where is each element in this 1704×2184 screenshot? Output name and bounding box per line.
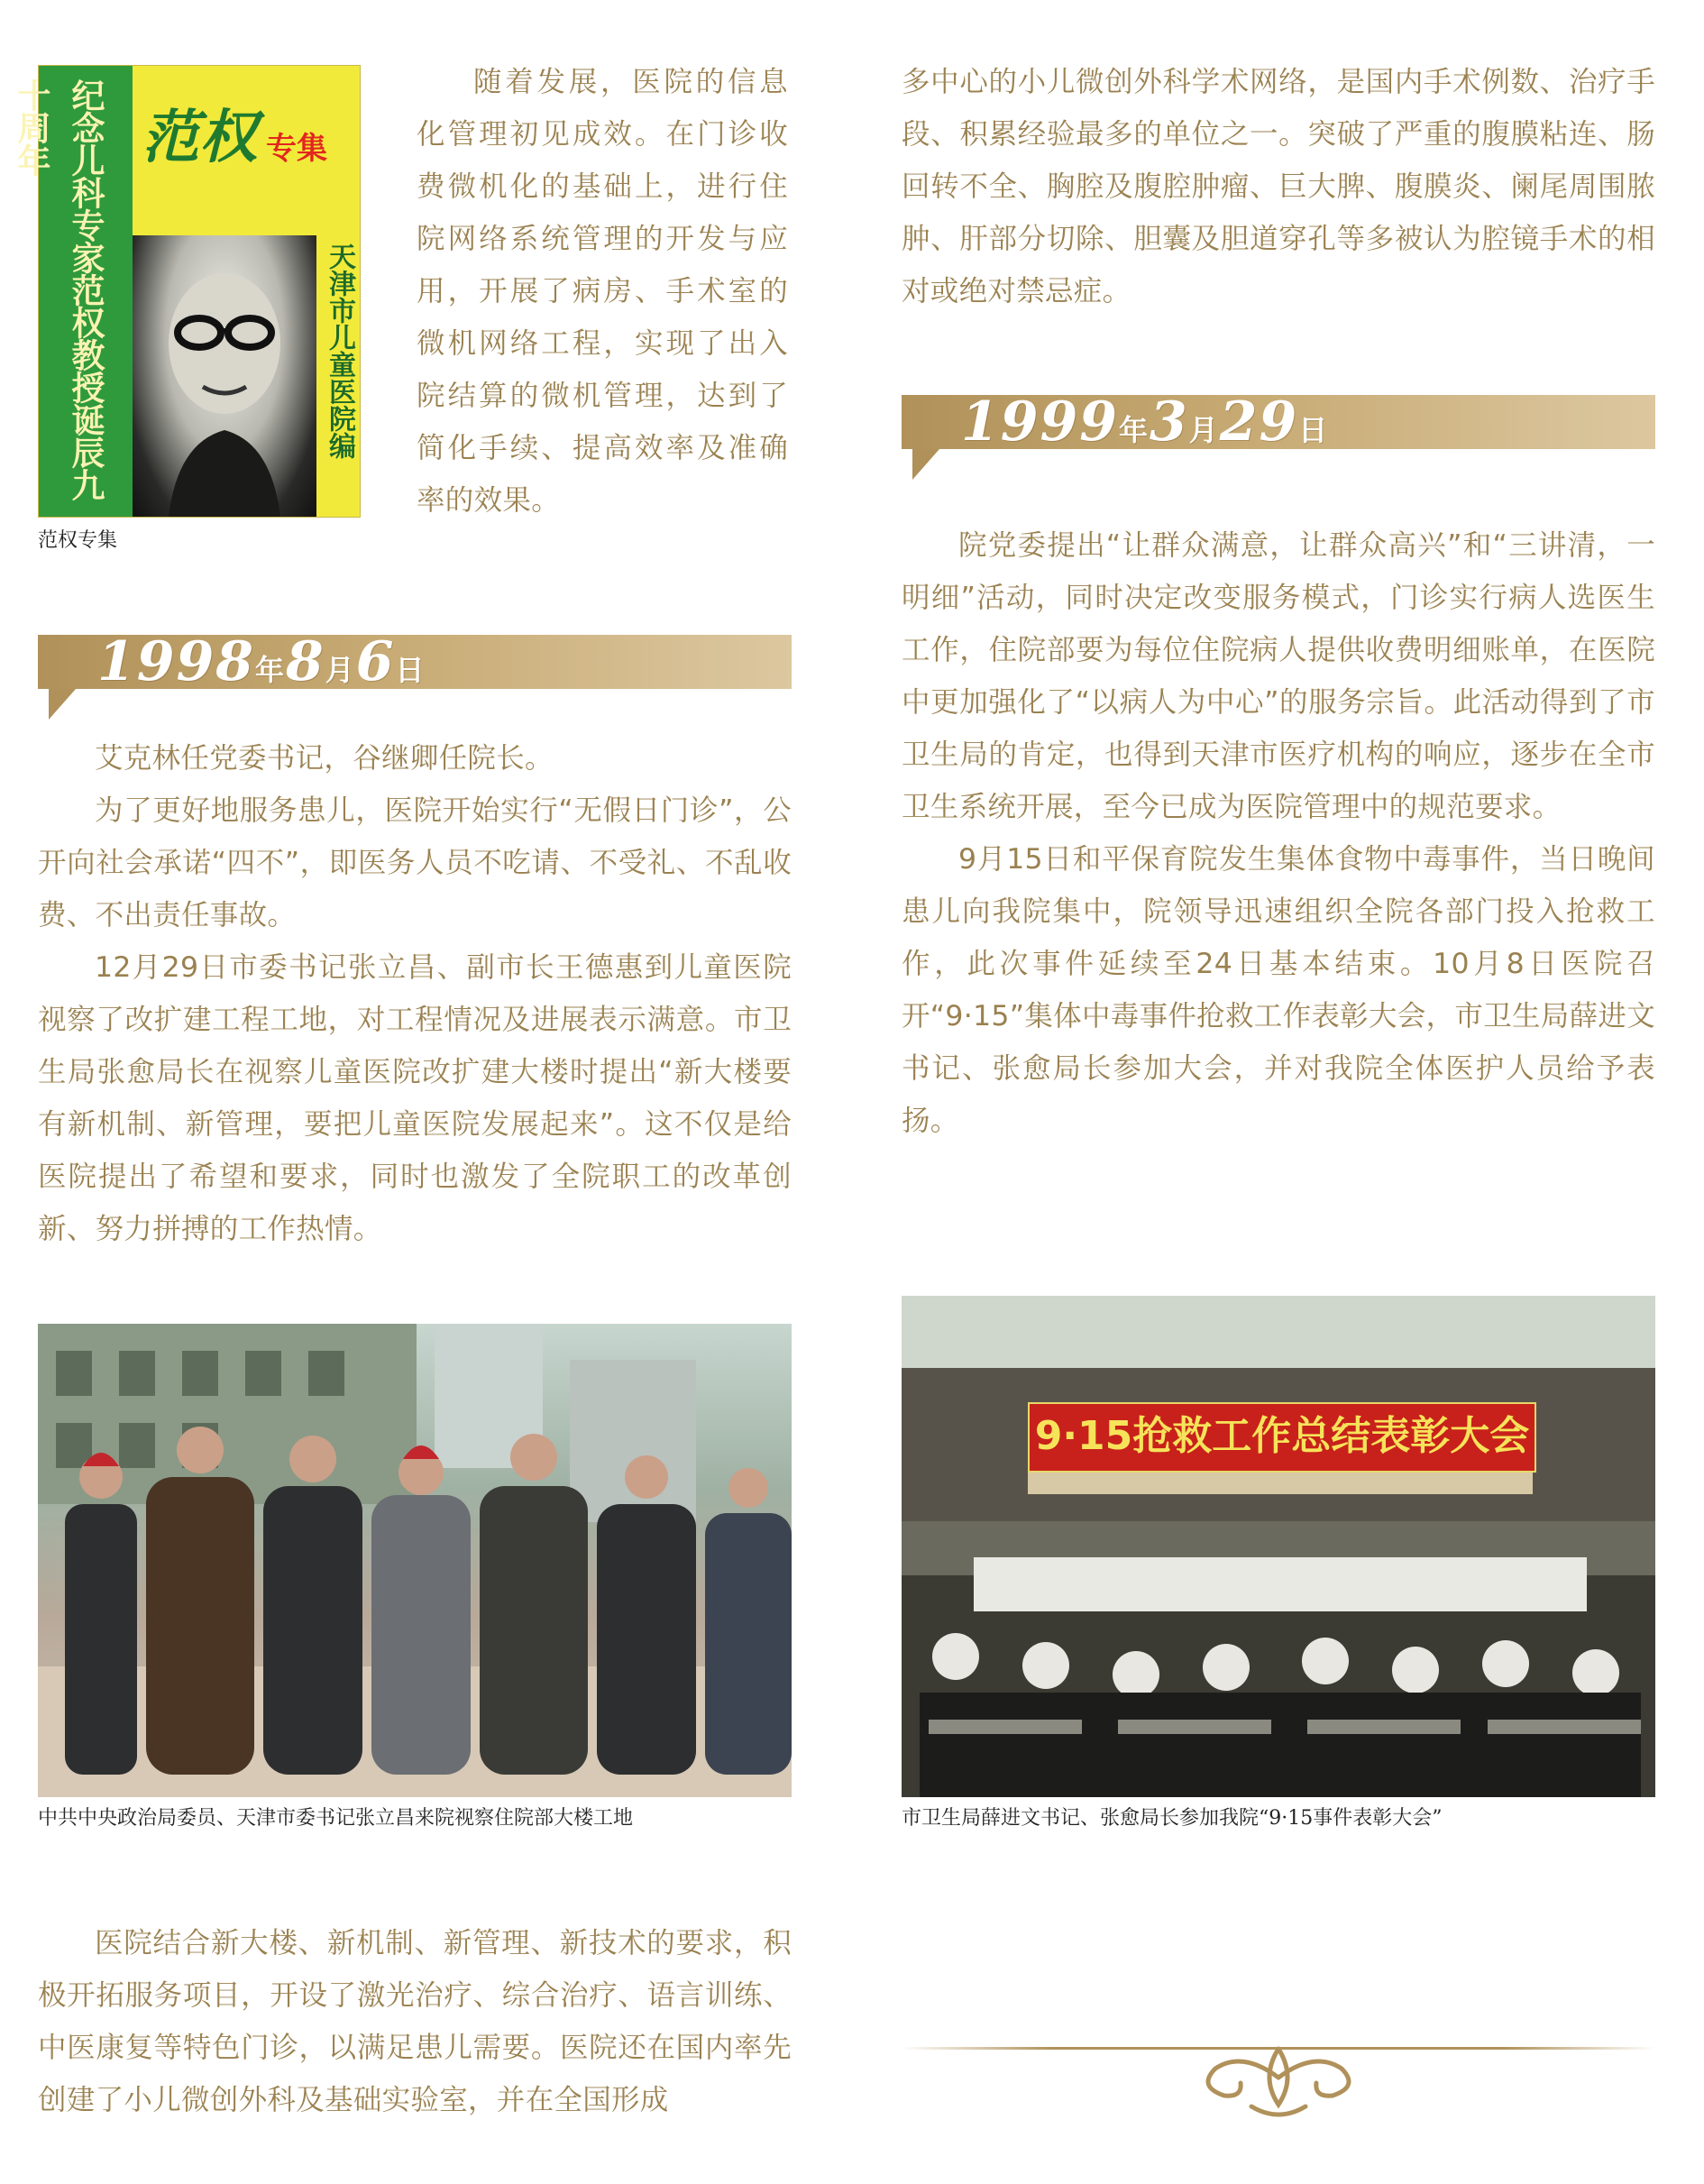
section-1999-paragraph: 9月15日和平保育院发生集体食物中毒事件，当日晚间患儿向我院集中，院领导迅速组织全院各部门投入抢救工作，此次事件延续至24日基本结束。10月8日医院召开“9·15”集体中毒事件抢救工作表彰大会，市卫生局薛进文书记、张愈局长参加大会，并对我院全体医护人员给予表扬。 (902, 843, 1655, 1137)
top-left-paragraph-text: 随着发展，医院的信息化管理初见成效。在门诊收费微机化的基础上，进行住院网络系统管理的开发与应用，开展了病房、手术室的微机网络工程，实现了出入院结算的微机管理，达到了简化手续、提高效率及准确率的效果。 (417, 66, 788, 517)
bottom-left-paragraph (38, 1917, 792, 2126)
banner-day-suffix: 日 (395, 653, 426, 687)
date-banner-1998 (38, 630, 792, 725)
ornament-scroll-icon (1188, 2042, 1369, 2123)
ornament-divider (902, 2034, 1655, 2124)
top-left-paragraph (417, 56, 788, 527)
banner-day: 6 (355, 630, 396, 693)
section-1998-paragraph: 为了更好地服务患儿，医院开始实行“无假日门诊”，公开向社会承诺“四不”，即医务人员不吃请、不受礼、不乱收费、不出责任事故。 (38, 794, 792, 931)
banner-tail (49, 689, 76, 720)
bottom-left-paragraph-text: 医院结合新大楼、新机制、新管理、新技术的要求，积极开拓服务项目，开设了激光治疗、综合治疗、语言训练、中医康复等特色门诊，以满足患儿需要。医院还在国内率先创建了小儿微创外科及基础实验室，并在全国形成 (38, 1927, 792, 2116)
cover-title-suffix: 专集 (266, 131, 327, 167)
cover-title-main: 范权 (142, 104, 257, 171)
banner-day-suffix: 日 (1298, 413, 1330, 447)
banner-month-suffix: 月 (325, 653, 356, 687)
photo-site-visit (38, 1324, 792, 1797)
section-1998-paragraph: 12月29日市委书记张立昌、副市长王德惠到儿童医院视察了改扩建工程工地，对工程情况及进展表示满意。市卫生局张愈局长在视察儿童医院改扩建大楼时提出“新大楼要有新机制、新管理，要把儿童医院发展起来”。这不仅是给医院提出了希望和要求，同时也激发了全院职工的改革创新、努力拼搏的工作热情。 (38, 951, 792, 1245)
section-1999-paragraph: 院党委提出“让群众满意，让群众高兴”和“三讲清，一明细”活动，同时决定改变服务模式，门诊实行病人选医生工作，住院部要为每位住院病人提供收费明细账单，在医院中更加强化了“以病人为中心”的服务宗旨。此活动得到了市卫生局的肯定，也得到天津市医疗机构的响应，逐步在全市卫生系统开展，至今已成为医院管理中的规范要求。 (902, 529, 1655, 823)
book-cover (12, 65, 361, 518)
banner-year-suffix: 年 (1119, 413, 1150, 447)
meeting-banner-text: 9·15抢救工作总结表彰大会 (1034, 1413, 1530, 1459)
top-right-paragraph-text: 多中心的小儿微创外科学术网络，是国内手术例数、治疗手段、积累经验最多的单位之一。突破了严重的腹膜粘连、肠回转不全、胸腔及腹腔肿瘤、巨大脾、腹膜炎、阑尾周围脓肿、肝部分切除、胆囊及胆道穿孔等多被认为腔镜手术的相对或绝对禁忌症。 (902, 66, 1655, 307)
banner-date-1998 (97, 629, 426, 694)
photo-commendation-meeting (902, 1296, 1655, 1797)
meeting-banner (1028, 1402, 1536, 1473)
portrait-face-icon (133, 235, 316, 517)
photo-site-visit-caption: 中共中央政治局委员、天津市委书记张立昌来院视察住院部大楼工地 (38, 1807, 634, 1830)
top-right-paragraph (902, 56, 1655, 317)
banner-tail (912, 449, 939, 480)
section-1998-body (38, 732, 792, 1255)
banner-month: 8 (286, 630, 325, 693)
cover-publisher-text: 天津市儿童医院编 (324, 243, 355, 459)
banner-month-suffix: 月 (1188, 413, 1220, 447)
banner-year: 1998 (97, 630, 255, 693)
cover-vertical-title: 纪念儿科专家范权教授诞辰九十周年 (12, 78, 105, 500)
site-visit-scene-icon (38, 1324, 792, 1797)
banner-date-1999 (961, 390, 1329, 454)
banner-month: 3 (1150, 390, 1189, 454)
banner-day: 29 (1219, 390, 1299, 454)
banner-year-suffix: 年 (255, 653, 287, 687)
photo-commendation-meeting-caption: 市卫生局薛进文书记、张愈局长参加我院“9·15事件表彰大会” (902, 1807, 1443, 1830)
meeting-scene-icon (902, 1296, 1655, 1797)
cover-publisher (320, 243, 356, 459)
section-1999-body (902, 519, 1655, 1147)
book-cover-caption: 范权专集 (38, 529, 118, 552)
date-banner-1999 (902, 390, 1655, 485)
cover-portrait (133, 235, 316, 517)
cover-title (136, 86, 358, 185)
section-1998-paragraph: 艾克林任党委书记，谷继卿任院长。 (95, 742, 554, 775)
banner-year: 1999 (961, 390, 1119, 454)
